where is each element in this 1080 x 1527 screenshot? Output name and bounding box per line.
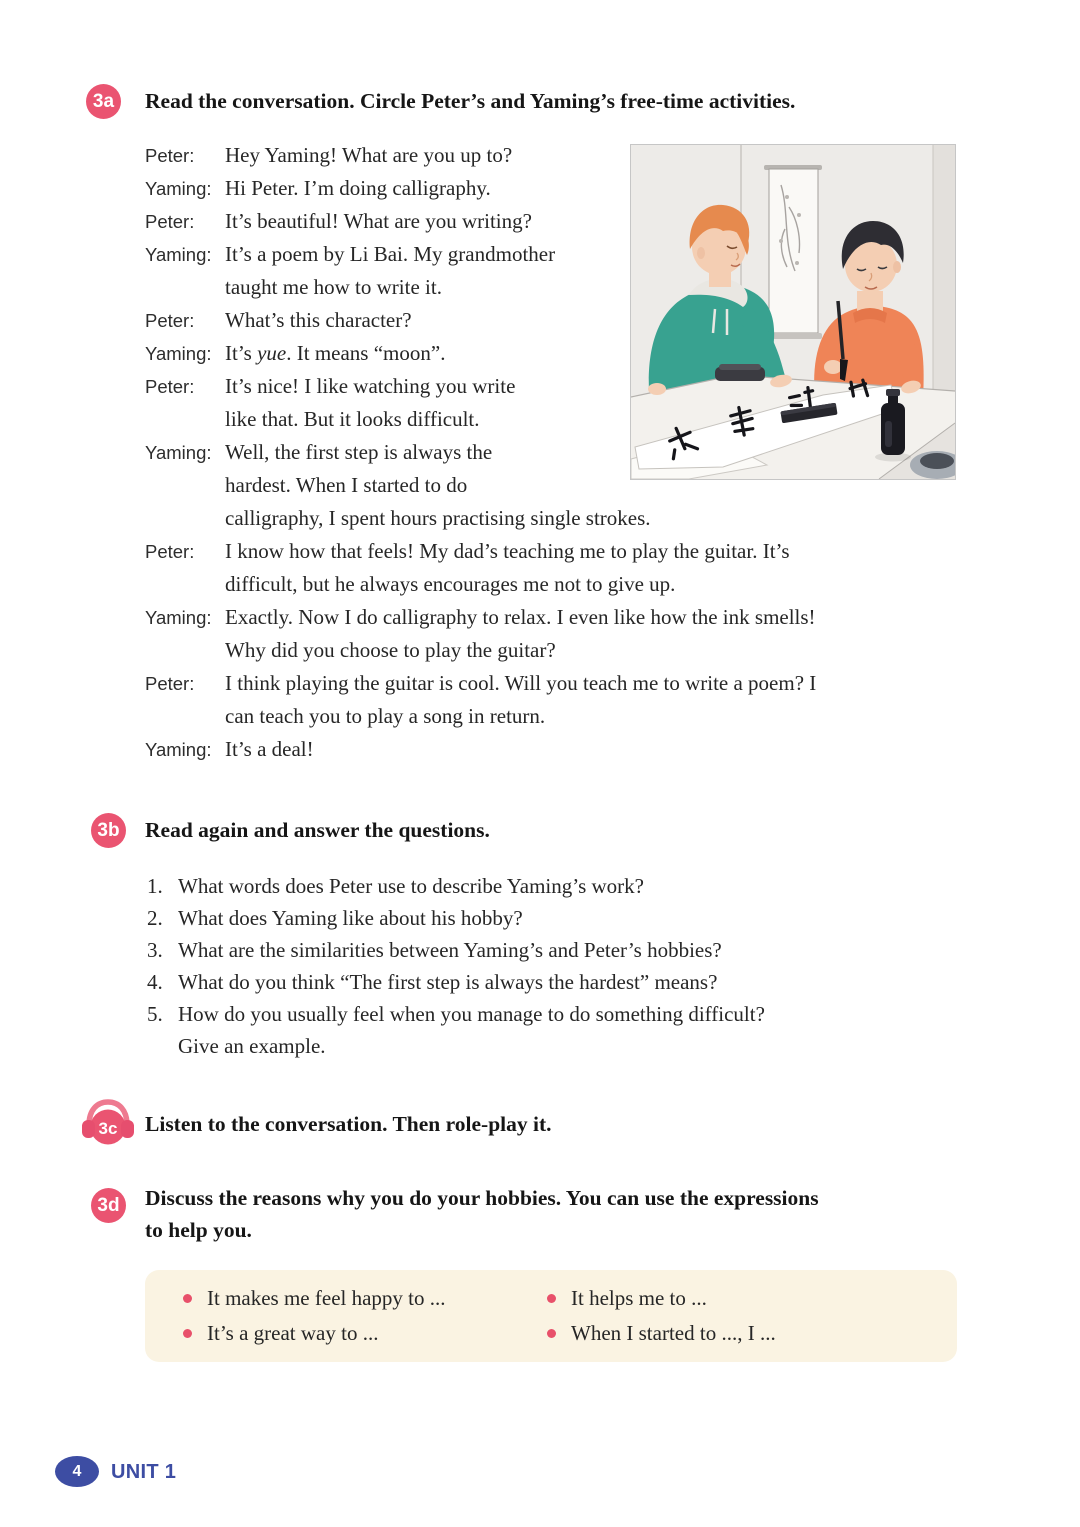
- expression-text: It’s a great way to ...: [207, 1321, 379, 1345]
- expression-text: When I started to ..., I ...: [571, 1321, 776, 1345]
- headphones-icon: [79, 1095, 137, 1151]
- calligraphy-illustration: [630, 144, 956, 480]
- question-number: 3.: [147, 938, 163, 962]
- dialogue-text: Well, the first step is always the: [225, 440, 493, 464]
- bullet-icon: [547, 1294, 556, 1303]
- dialogue-text: What’s this character?: [225, 308, 412, 332]
- dialogue-text: like that. But it looks difficult.: [225, 407, 480, 431]
- bullet-icon: [183, 1329, 192, 1338]
- question-number: 1.: [147, 874, 163, 898]
- question-number: 2.: [147, 906, 163, 930]
- speaker-label: Peter:: [145, 673, 195, 694]
- questions-list: [147, 870, 765, 1062]
- dialogue-text: hardest. When I started to do: [225, 473, 468, 497]
- speaker-label: Peter:: [145, 145, 195, 166]
- expression-item: [183, 1316, 446, 1351]
- dialogue-text: It’s a deal!: [225, 737, 314, 761]
- question-text-line: What does Yaming like about his hobby?: [178, 906, 523, 930]
- question-number: 4.: [147, 970, 163, 994]
- wall-scroll: [764, 165, 822, 339]
- section-title-3b: Read again and answer the questions.: [145, 818, 490, 842]
- speaker-label: Peter:: [145, 211, 195, 232]
- question-text-line: How do you usually feel when you manage to do something difficult?: [178, 1002, 765, 1026]
- section-badge-3c: 3c: [98, 1119, 118, 1138]
- question-text: [178, 870, 644, 902]
- expressions-box: [145, 1270, 957, 1362]
- dialogue-text: Hi Peter. I’m doing calligraphy.: [225, 176, 491, 200]
- speaker-label: Yaming:: [145, 178, 212, 199]
- question-item: [147, 870, 765, 902]
- section-title-3c: Listen to the conversation. Then role-play it.: [145, 1112, 552, 1136]
- question-text-line: What words does Peter use to describe Yaming’s work?: [178, 874, 644, 898]
- dialogue-text: It’s yue. It means “moon”.: [225, 341, 446, 365]
- unit-label: UNIT 1: [111, 1461, 177, 1483]
- section-title-3d-line1: Discuss the reasons why you do your hobbies. You can use the expressions: [145, 1186, 819, 1210]
- bullet-icon: [547, 1329, 556, 1338]
- question-text-line: What do you think “The first step is always the hardest” means?: [178, 970, 718, 994]
- question-item: [147, 902, 765, 934]
- speaker-label: Yaming:: [145, 607, 212, 628]
- dialogue-text: It’s beautiful! What are you writing?: [225, 209, 532, 233]
- question-item: [147, 934, 765, 966]
- dialogue-text: It’s a poem by Li Bai. My grandmother: [225, 242, 556, 266]
- conversation-line: [145, 601, 960, 634]
- dialogue-text: can teach you to play a song in return.: [225, 704, 546, 728]
- calligraphy-scene-drawing: [631, 145, 955, 479]
- dialogue-text: Why did you choose to play the guitar?: [225, 638, 556, 662]
- bullet-icon: [183, 1294, 192, 1303]
- speaker-label: Yaming:: [145, 739, 212, 760]
- question-text-line: Give an example.: [178, 1034, 326, 1058]
- speaker-label: Peter:: [145, 310, 195, 331]
- page-number-badge: 4: [55, 1456, 99, 1487]
- section-title-3d-line2: to help you.: [145, 1218, 252, 1242]
- question-item: [147, 966, 765, 998]
- conversation-line: [145, 535, 960, 568]
- dialogue-text: taught me how to write it.: [225, 275, 442, 299]
- expression-item: [547, 1316, 776, 1351]
- speaker-label: Yaming:: [145, 343, 212, 364]
- section-badge-3b: 3b: [91, 813, 126, 848]
- conversation-line: [145, 634, 960, 667]
- question-text: [178, 902, 523, 934]
- speaker-label: Yaming:: [145, 244, 212, 265]
- dialogue-text: Hey Yaming! What are you up to?: [225, 143, 513, 167]
- expression-text: It makes me feel happy to ...: [207, 1286, 446, 1310]
- question-number: 5.: [147, 1002, 163, 1026]
- expressions-column-left: [183, 1281, 446, 1351]
- conversation-line: [145, 700, 960, 733]
- dialogue-text: I know how that feels! My dad’s teaching me to play the guitar. It’s: [225, 539, 790, 563]
- question-text-line: What are the similarities between Yaming’s and Peter’s hobbies?: [178, 938, 722, 962]
- expression-item: [547, 1281, 776, 1316]
- dialogue-text: I think playing the guitar is cool. Will you teach me to write a poem? I: [225, 671, 817, 695]
- expression-item: [183, 1281, 446, 1316]
- section-badge-3d: 3d: [91, 1188, 126, 1223]
- section-badge-3a: 3a: [86, 84, 121, 119]
- conversation-line: [145, 733, 960, 766]
- speaker-label: Peter:: [145, 541, 195, 562]
- question-text: [178, 934, 722, 966]
- question-item: [147, 998, 765, 1062]
- expressions-column-right: [547, 1281, 776, 1351]
- question-text: [178, 998, 765, 1062]
- conversation-line: [145, 667, 960, 700]
- dialogue-text: difficult, but he always encourages me not to give up.: [225, 572, 676, 596]
- dialogue-text: calligraphy, I spent hours practising single strokes.: [225, 506, 651, 530]
- conversation-line: [145, 502, 960, 535]
- speaker-label: Peter:: [145, 376, 195, 397]
- expression-text: It helps me to ...: [571, 1286, 707, 1310]
- dialogue-text: Exactly. Now I do calligraphy to relax. I even like how the ink smells!: [225, 605, 816, 629]
- question-text: [178, 966, 717, 998]
- speaker-label: Yaming:: [145, 442, 212, 463]
- dialogue-text: It’s nice! I like watching you write: [225, 374, 516, 398]
- conversation-line: [145, 568, 960, 601]
- section-title-3a: Read the conversation. Circle Peter’s and Yaming’s free-time activities.: [145, 89, 796, 113]
